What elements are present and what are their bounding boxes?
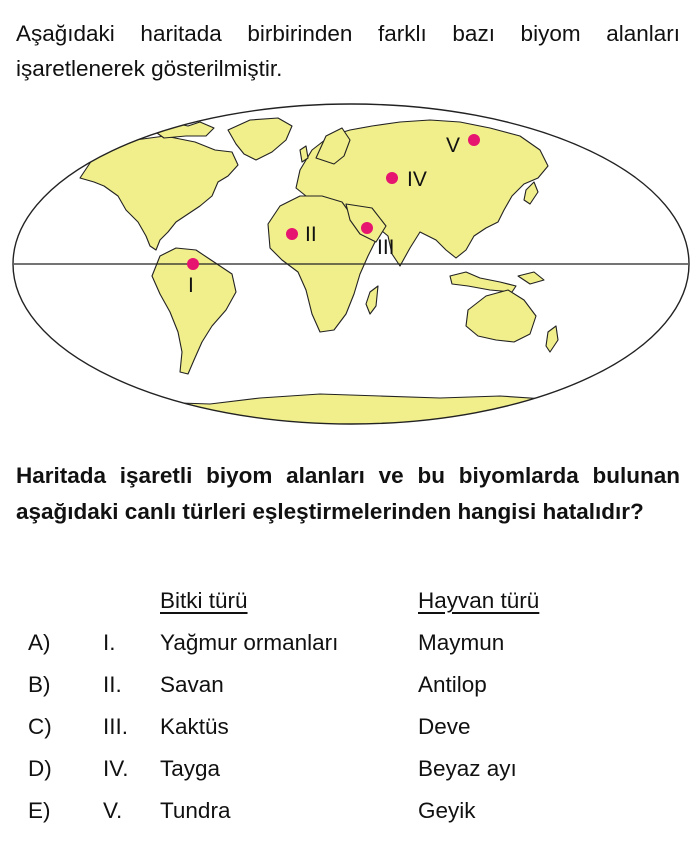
marker-iv-dot xyxy=(386,172,398,184)
marker-iii-label: III xyxy=(377,236,395,259)
marker-v-dot xyxy=(468,134,480,146)
option-animal: Antilop xyxy=(418,672,487,697)
question-text: Haritada işaretli biyom alanları ve bu biyomlarda bulunan aşağıdaki canlı türleri eşleştirmelerinden hangisi hatalıdır? xyxy=(16,463,680,524)
option-animal: Deve xyxy=(418,714,471,739)
marker-ii-dot xyxy=(286,228,298,240)
header-plant: Bitki türü xyxy=(160,588,248,613)
option-letter: D) xyxy=(28,756,52,781)
option-plant: Kaktüs xyxy=(160,714,229,739)
australia xyxy=(466,290,536,342)
header-animal: Hayvan türü xyxy=(418,588,540,613)
intro-text: Aşağıdaki haritada birbirinden farklı bazı biyom alanları işaretlenerek gösterilmiştir. xyxy=(16,21,680,81)
option-plant: Tayga xyxy=(160,756,221,781)
option-roman: I. xyxy=(103,630,116,655)
option-letter: B) xyxy=(28,672,51,697)
marker-iii-dot xyxy=(361,222,373,234)
option-plant: Savan xyxy=(160,672,224,697)
option-letter: E) xyxy=(28,798,51,823)
option-animal: Maymun xyxy=(418,630,505,655)
arctic-islands xyxy=(150,122,214,138)
greenland xyxy=(228,118,292,160)
option-roman: V. xyxy=(103,798,123,823)
option-a[interactable] xyxy=(0,630,696,670)
option-roman: III. xyxy=(103,714,129,739)
option-plant: Tundra xyxy=(160,798,231,823)
marker-i-dot xyxy=(187,258,199,270)
option-b[interactable] xyxy=(0,672,696,712)
option-letter: A) xyxy=(28,630,51,655)
north-america xyxy=(80,136,238,250)
option-roman: II. xyxy=(103,672,122,697)
option-c[interactable] xyxy=(0,714,696,754)
madagascar xyxy=(366,286,378,314)
marker-iv-label: IV xyxy=(407,168,427,191)
option-animal: Geyik xyxy=(418,798,476,823)
new-guinea xyxy=(518,272,544,284)
new-zealand xyxy=(546,326,558,352)
option-e[interactable] xyxy=(0,798,696,838)
marker-ii-label: II xyxy=(305,223,317,246)
marker-i-label: I xyxy=(188,274,194,297)
option-roman: IV. xyxy=(103,756,129,781)
option-d[interactable] xyxy=(0,756,696,796)
option-plant: Yağmur ormanları xyxy=(160,630,339,655)
japan xyxy=(524,182,538,204)
option-animal: Beyaz ayı xyxy=(418,756,517,781)
marker-v-label: V xyxy=(446,134,461,157)
option-letter: C) xyxy=(28,714,52,739)
indonesia xyxy=(450,272,516,292)
continents xyxy=(80,118,620,430)
